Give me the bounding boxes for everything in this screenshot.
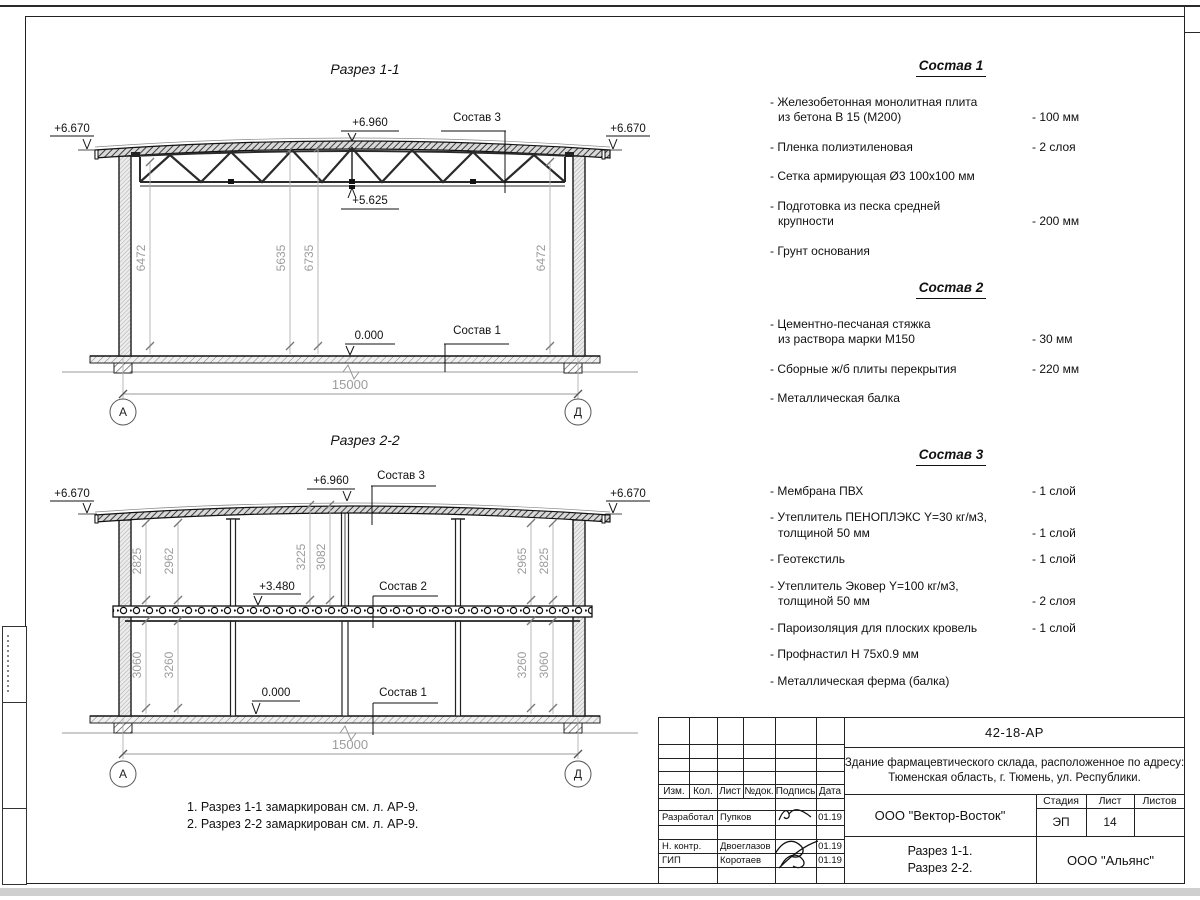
list-item: - Сетка армирующая Ø3 100х100 мм: [770, 169, 975, 183]
elev-floor: 0.000: [354, 330, 384, 342]
item-value: - 200 мм: [1032, 214, 1080, 228]
composition-title: Состав 3: [770, 447, 1088, 466]
elev-eave-right: +6.670: [610, 123, 646, 135]
col-list: Лист: [719, 785, 741, 797]
signature-nkontr-gip: [771, 834, 821, 872]
elev-eave-right: +6.670: [610, 488, 646, 500]
stage-label: Стадия: [1043, 795, 1079, 807]
row-date: 01.19: [818, 854, 842, 866]
dim-15000: 15000: [331, 737, 369, 752]
column-right: [573, 520, 585, 716]
row-name: Пупков: [720, 812, 752, 823]
axis-letter-d: Д: [573, 767, 583, 781]
dim-15000: 15000: [331, 377, 369, 392]
list-item: - Цементно-песчаная стяжка из раствора марки М150 - 30 мм: [770, 317, 1088, 348]
design-org: ООО "Вектор-Восток": [874, 807, 1006, 823]
list-item: - Мембрана ПВХ - 1 слой: [770, 484, 1088, 500]
list-item: - Утеплитель Эковер Y=100 кг/м3, толщиной 50 мм - 2 слоя: [770, 579, 1088, 610]
elev-eave-left: +6.670: [54, 488, 90, 500]
row-date: 01.19: [818, 840, 842, 852]
column-left: [119, 156, 131, 356]
axis-letter-a: А: [118, 405, 128, 419]
col-kol: Кол.: [693, 785, 713, 797]
row-role: ГИП: [662, 854, 681, 866]
label-sostav-3: Состав 3: [453, 112, 501, 124]
vertical-dimensions: [134, 144, 554, 354]
roof-edge-right: [602, 515, 605, 523]
stage-value: ЭП: [1052, 815, 1070, 829]
label-sostav-1: Состав 1: [379, 687, 427, 699]
dim-2962-ul: 2962: [162, 547, 176, 575]
sheets-label: Листов: [1142, 795, 1177, 807]
label-sostav-2: Состав 2: [379, 581, 427, 593]
item-value: - 220 мм: [1032, 361, 1080, 376]
row-role: Разработал: [662, 812, 714, 823]
dim-5635: 5635: [274, 244, 288, 272]
hollow-core-slab: [113, 606, 592, 617]
dim-3060-ll: 3060: [130, 651, 144, 679]
list-item: - Грунт основания: [770, 243, 870, 258]
footing-right: [564, 723, 582, 733]
col-izm: Изм.: [663, 785, 685, 797]
elev-mezzanine: +3.480: [259, 581, 295, 593]
section-title: Разрез 1-1: [330, 61, 400, 77]
sheet-title: Разрез 1-1. Разрез 2-2.: [907, 844, 973, 875]
elev-floor: 0.000: [261, 687, 291, 699]
item-value: - 2 слоя: [1032, 139, 1076, 154]
roof-edge-left: [95, 515, 98, 523]
list-item: - Утеплитель ПЕНОПЛЭКС Y=30 кг/м3, толщиной 50 мм - 1 слой: [770, 510, 1088, 541]
row-name: Коротаев: [720, 854, 762, 866]
item-value: - 1 слой: [1032, 552, 1076, 566]
floor-slab: [90, 356, 600, 363]
item-value: - 1 слой: [1032, 525, 1076, 540]
contractor-org: ООО "Альянс": [1067, 852, 1154, 868]
floor-slab: [90, 716, 600, 723]
list-item: - Сборные ж/б плиты перекрытия - 220 мм: [770, 362, 1088, 378]
col-data: Дата: [818, 785, 842, 797]
span-dimension: [110, 718, 591, 787]
roof-band: [95, 506, 610, 522]
doc-number: 42-18-АР: [985, 725, 1044, 740]
item-value: - 2 слоя: [1032, 594, 1076, 608]
composition-title: Состав 1: [770, 58, 1088, 77]
note-line: 2. Разрез 2-2 замаркирован см. л. АР-9.: [187, 817, 419, 831]
dim-6472-right: 6472: [534, 244, 548, 272]
axis-letter-d: Д: [573, 405, 583, 419]
item-value: - 30 мм: [1032, 332, 1073, 346]
elev-ridge: +6.960: [313, 475, 349, 487]
composition-title: Состав 2: [770, 280, 1088, 299]
roof-edge-right: [602, 150, 605, 159]
column-right: [573, 156, 585, 356]
dim-6472-left: 6472: [134, 244, 148, 272]
item-value: - 100 мм: [1032, 110, 1080, 124]
list-item: - Подготовка из песка средней крупности - 200 мм: [770, 199, 1088, 230]
list-item: - Профнастил Н 75х0.9 мм: [770, 647, 919, 661]
dim-3260-lr: 3260: [515, 651, 529, 679]
section-title: Разрез 2-2: [330, 432, 400, 448]
sheet-value: 14: [1103, 815, 1117, 829]
col-podpis: Подпись: [775, 785, 816, 797]
dim-3260-ll: 3260: [162, 651, 176, 679]
section-2-2: [50, 432, 650, 787]
sheet-notes: [187, 799, 418, 833]
list-item: - Геотекстиль - 1 слой: [770, 552, 1088, 568]
row-name: Двоеглазов: [720, 840, 771, 852]
row-date: 01.19: [818, 812, 842, 823]
span-dimension: [110, 358, 591, 425]
label-sostav-1: Состав 1: [453, 325, 501, 337]
dim-6735: 6735: [302, 244, 316, 272]
project-name: Здание фармацевтического склада, расположенное по адресу: Тюменская область, г. Тюмень, ул. Республики.: [844, 756, 1185, 784]
elev-eave-left: +6.670: [54, 123, 90, 135]
elev-chord: +5.625: [352, 195, 388, 207]
list-item: - Пароизоляция для плоских кровель - 1 слой: [770, 621, 1088, 637]
dim-3060-lr: 3060: [537, 651, 551, 679]
dim-2965-ur: 2965: [515, 547, 529, 575]
dim-2825-ur: 2825: [537, 547, 551, 575]
list-item: - Металлическая ферма (балка): [770, 673, 950, 688]
list-item: - Металлическая балка: [770, 391, 900, 405]
list-item: - Железобетонная монолитная плита из бетона В 15 (М200) - 100 мм: [770, 95, 1088, 126]
composition-list-3: [770, 447, 1088, 700]
sheets-value: [1134, 808, 1185, 836]
note-line: 1. Разрез 1-1 замаркирован см. л. АР-9.: [187, 800, 419, 814]
sheet-label: Лист: [1098, 795, 1122, 807]
label-sostav-3: Состав 3: [377, 470, 425, 482]
item-value: - 1 слой: [1032, 620, 1076, 635]
elev-ridge: +6.960: [352, 117, 388, 129]
row-role: Н. контр.: [662, 840, 702, 852]
title-block: [658, 717, 1185, 884]
axis-letter-a: А: [118, 767, 128, 781]
composition-list-1: [770, 58, 1088, 273]
composition-list-2: [770, 280, 1088, 421]
item-value: - 1 слой: [1032, 483, 1076, 498]
dim-2825-ul: 2825: [130, 547, 144, 575]
list-item: - Пленка полиэтиленовая - 2 слоя: [770, 140, 1088, 156]
roof-truss: [131, 148, 574, 186]
col-ndok: №док.: [744, 785, 774, 797]
roof-edge-left: [95, 150, 98, 159]
footing-right: [564, 363, 582, 373]
signature-razrabotal: [777, 806, 815, 824]
section-1-1: [50, 61, 650, 425]
dim-3082-uc: 3082: [314, 543, 328, 571]
dim-3225-uc: 3225: [294, 543, 308, 571]
